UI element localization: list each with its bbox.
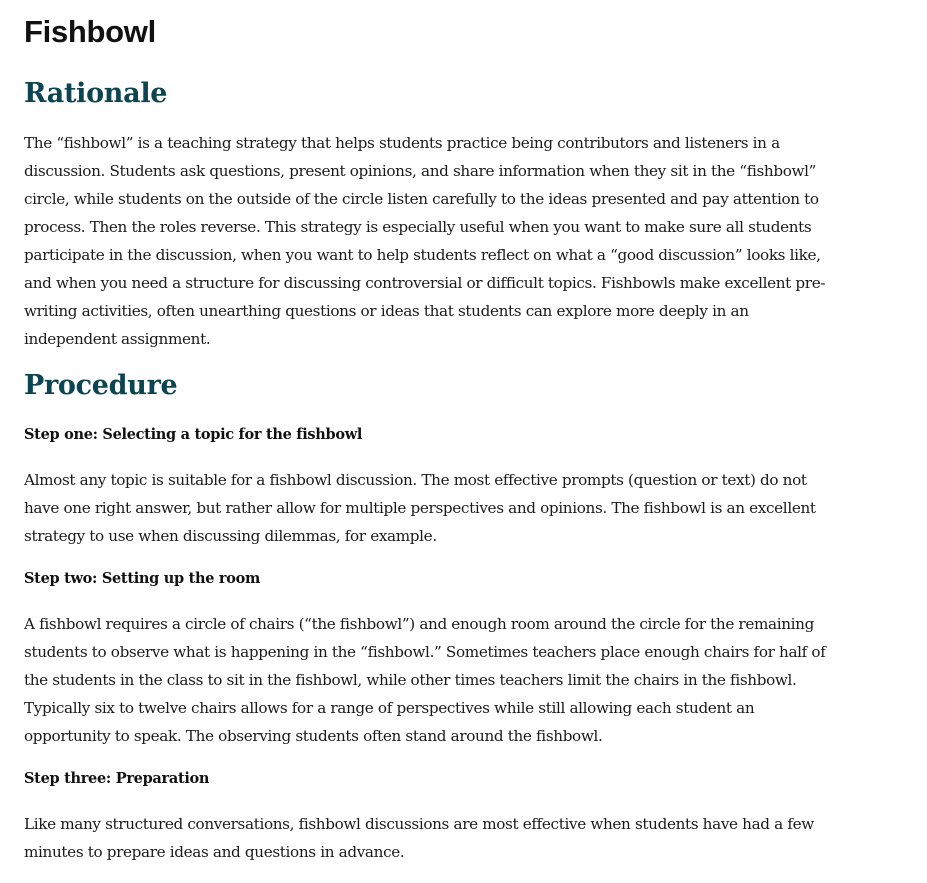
step-two-heading: Step two: Setting up the room [24, 570, 261, 587]
step-three-heading: Step three: Preparation [24, 770, 210, 787]
step-two-paragraph: A fishbowl requires a circle of chairs (“the fishbowl”) and enough room around the circle for the remaining students to observe what is happening in the “fishbowl.” Sometimes teachers place enough chairs for half of the students in the class to sit in the fishbowl, while other times teachers limit the chairs in the fishbowl. Typically six to twelve chairs allows for a range of perspectives while still allowing each student an opportunity to speak. The observing students often stand around the fishbowl. [24, 615, 826, 745]
step-one-paragraph: Almost any topic is suitable for a fishbowl discussion. The most effective prompts (question or text) do not have one right answer, but rather allow for multiple perspectives and opinions. The fishbowl is an excellent strategy to use when discussing dilemmas, for example. [24, 471, 816, 545]
rationale-paragraph: The “fishbowl” is a teaching strategy that helps students practice being contributors and listeners in a discussion. Students ask questions, present opinions, and share information when they sit in the “fishbowl” circle, while students on the outside of the circle listen carefully to the ideas presented and pay attention to process. Then the roles reverse. This strategy is especially useful when you want to make sure all students participate in the discussion, when you want to help students reflect on what a “good discussion” looks like, and when you need a structure for discussing controversial or difficult topics. Fishbowls make excellent pre-writing activities, often unearthing questions or ideas that students can explore more deeply in an independent assignment. [24, 134, 826, 348]
step-one-heading: Step one: Selecting a topic for the fishbowl [24, 426, 363, 443]
rationale-heading: Rationale [24, 78, 168, 109]
step-three-paragraph: Like many structured conversations, fishbowl discussions are most effective when students have had a few minutes to prepare ideas and questions in advance. [24, 815, 814, 861]
procedure-heading: Procedure [24, 370, 178, 401]
page-title: Fishbowl [24, 14, 156, 49]
